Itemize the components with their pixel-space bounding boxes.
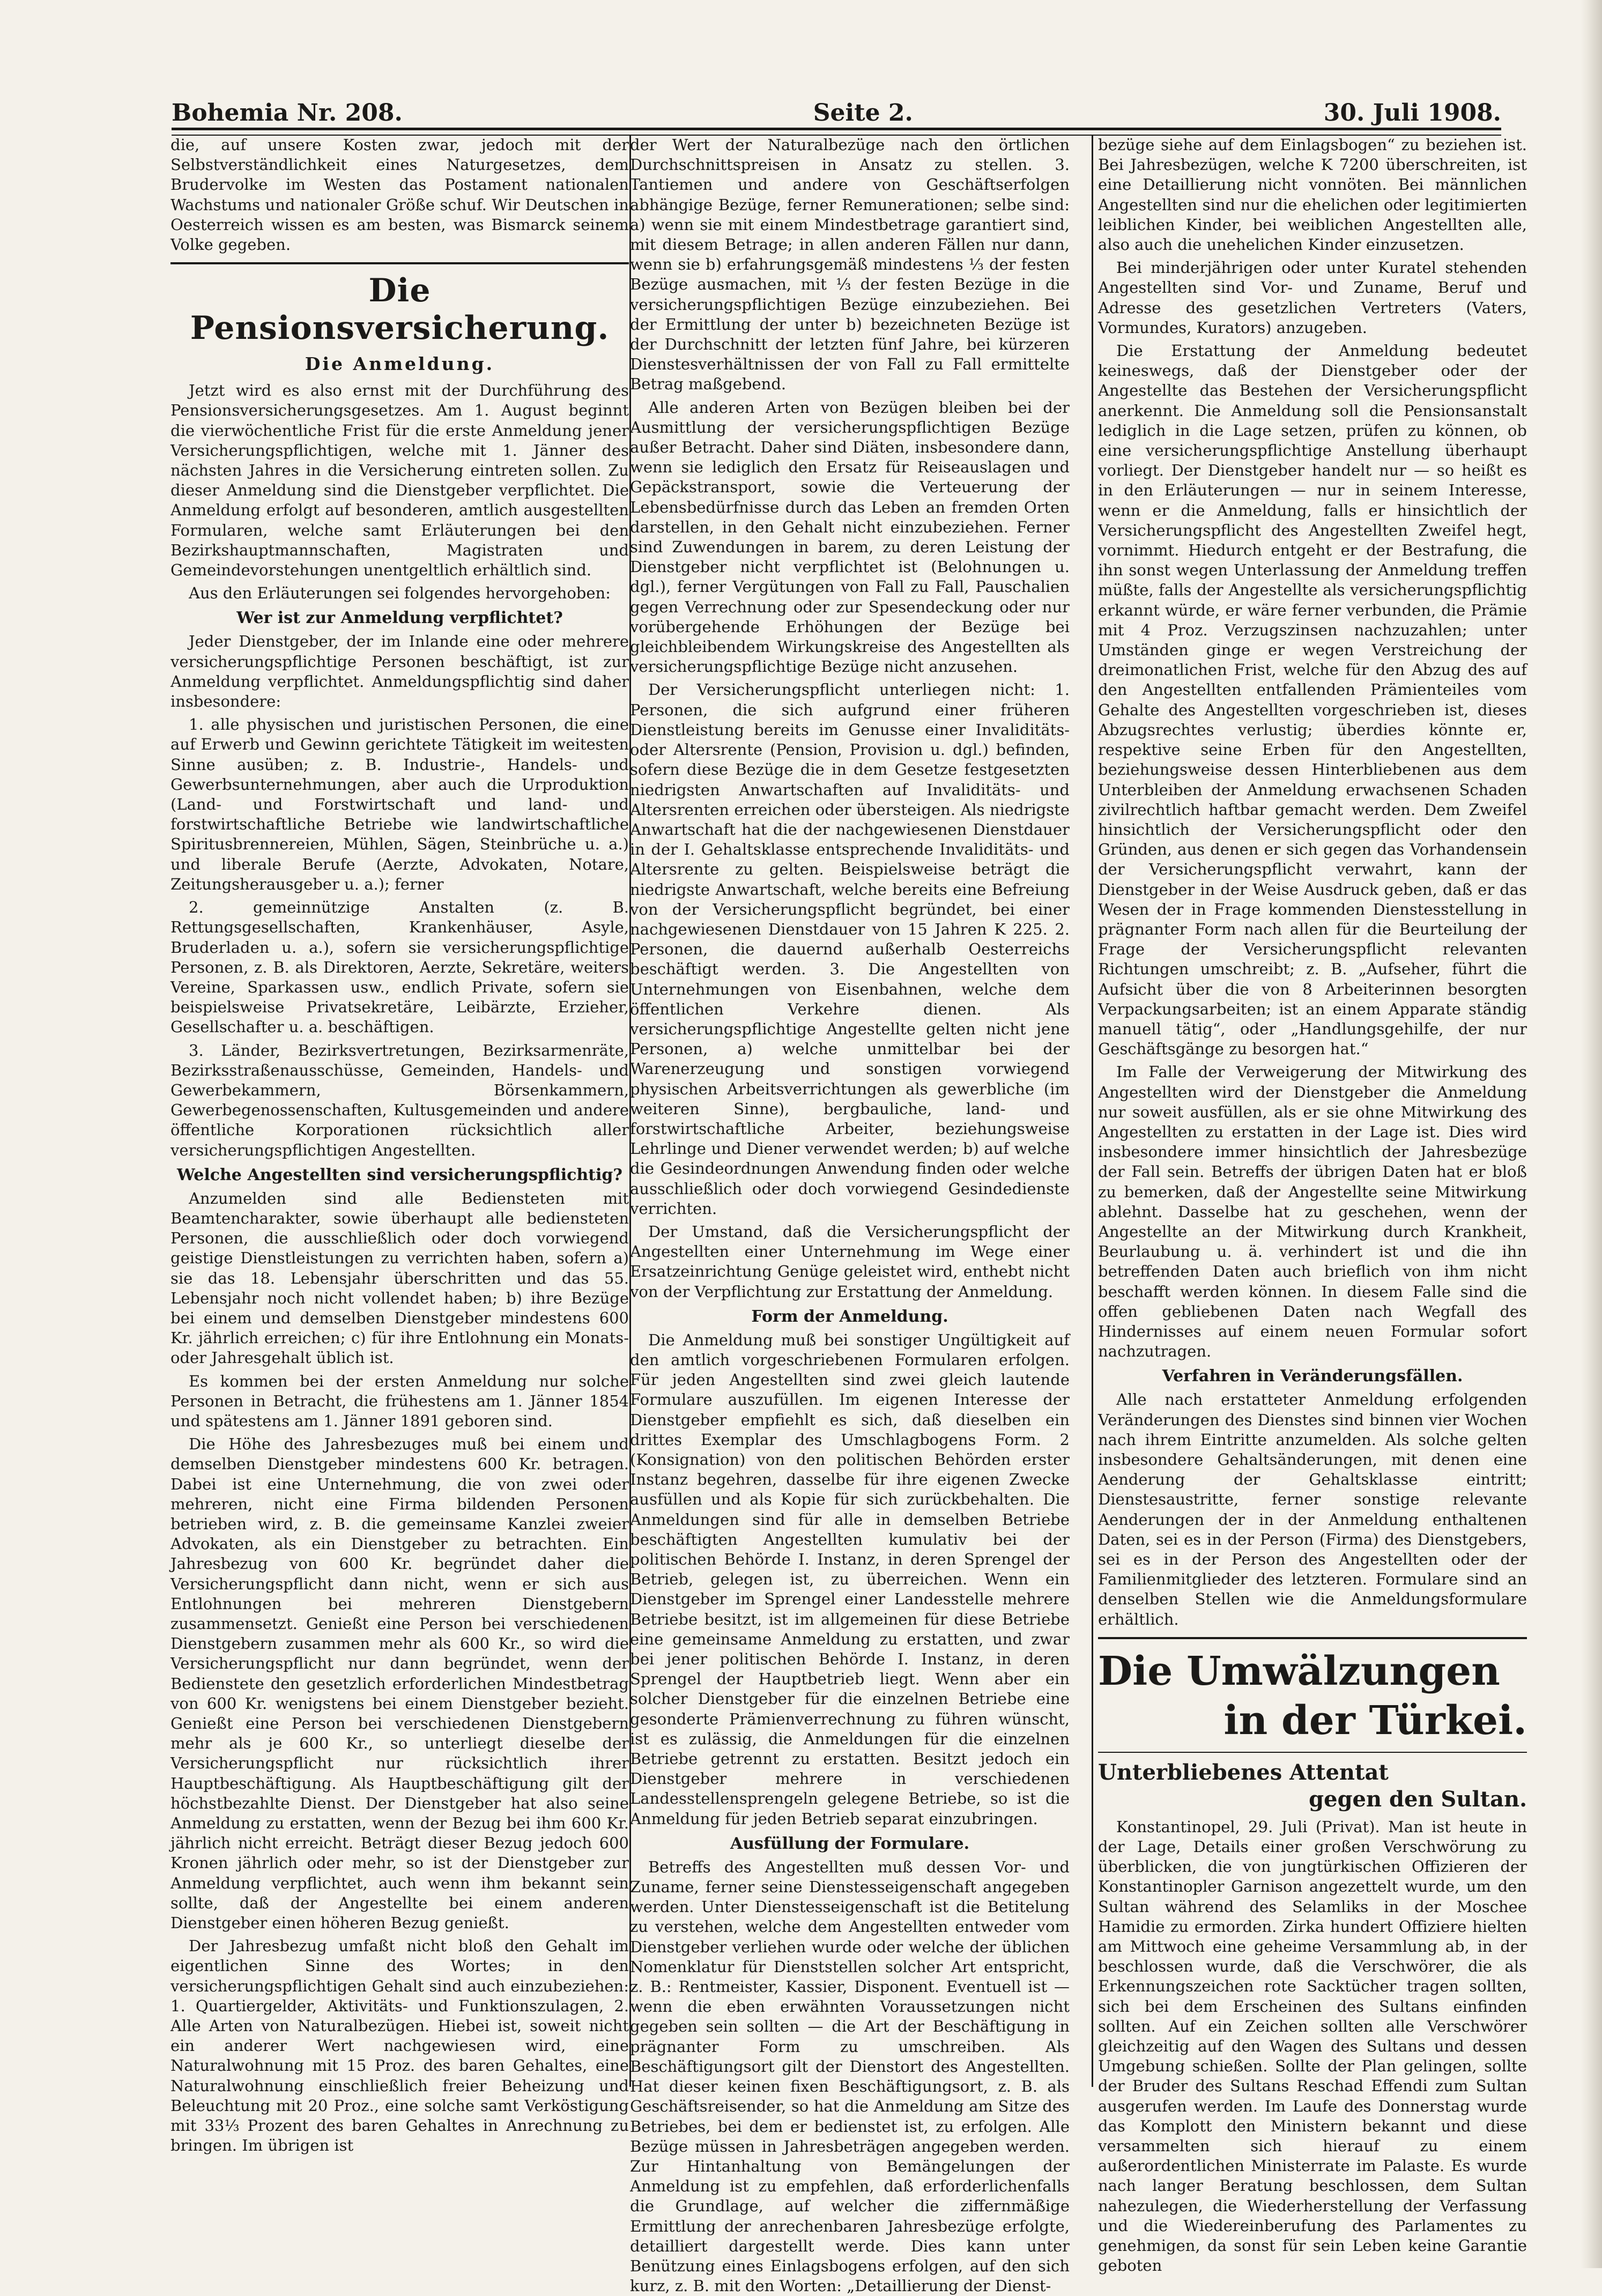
- page-header: [172, 80, 1501, 127]
- section-heading: Verfahren in Veränderungsfällen.: [1162, 1367, 1463, 1386]
- question-heading: Wer ist zur Anmeldung verpflichtet?: [236, 609, 563, 628]
- header-right: 30. Juli 1908.: [1323, 99, 1501, 127]
- paragraph: Anzumelden sind alle Bediensteten mit Beamtencharakter, sowie überhaupt alle bediensteten Personen, die ausschließlich oder doch vorwiegend geistige Dienstleistungen zu verrichten haben, sofern a) sie das 18. Lebensjahr überschritten und das 55. Lebensjahr noch nicht vollendet haben; b) ihre Bezüge bei einem und demselben Dienstgeber mindestens 600 Kr. jährlich erreichen; c) für ihre Entlohnung ein Monats- oder Jahresgehalt üblich ist.: [170, 1189, 629, 1367]
- header-center: Seite 2.: [813, 99, 913, 127]
- section-heading: Ausfüllung der Formulare.: [730, 1834, 970, 1853]
- article-title: Die Pensionsversicherung.: [190, 272, 610, 347]
- paragraph: Jetzt wird es also ernst mit der Durchführung des Pensionsversicherungsgesetzes. Am 1. August beginnt die vierwöchentliche Frist für die erste Anmeldung jener Versicherungspflichtigen, welche mit 1. Jänner des nächsten Jahres in die Versicherung eintreten sollen. Zu dieser Anmeldung sind die Dienstgeber verpflichtet. Die Anmeldung erfolgt auf besonderen, amtlich ausgestellten Formularen, welche samt Erläuterungen bei den Bezirkshauptmannschaften, Magistraten und Gemeindevorstehungen unentgeltlich erhältlich sind.: [170, 381, 629, 580]
- paragraph: bezüge siehe auf dem Einlagsbogen“ zu beziehen ist. Bei Jahresbezügen, welche K 7200 überschreiten, ist eine Detaillierung nicht vonnöten. Bei männlichen Angestellten sind nur die ehelichen oder legitimierten leiblichen Kinder, bei weiblichen Angestellten alle, also auch die unehelichen Kinder einzusetzen.: [1098, 136, 1527, 254]
- paragraph: Konstantinopel, 29. Juli (Privat). Man ist heute in der Lage, Details einer großen Verschwörung zu überblicken, die von jungtürkischen Offizieren der Konstantinopler Garnison angezettelt wurde, um den Sultan während des Selamliks in der Moschee Hamidie zu ermorden. Zirka hundert Offiziere hielten am Mittwoch eine geheime Versammlung ab, in der beschlossen wurde, daß die Verschwörer, die als Erkennungszeichen rote Sacktücher tragen sollten, sich bei dem Erscheinen des Sultans einfinden sollten. Auf ein Zeichen sollten alle Verschwörer gleichzeitig auf den Wagen des Sultans und dessen Umgebung schießen. Sollte der Plan gelingen, sollte der Bruder des Sultans Reschad Effendi zum Sultan ausgerufen werden. Im Laufe des Donnerstag wurde das Komplott den Ministern bekannt und diese versammelten sich hierauf zu einem außerordentlichen Ministerrate im Palaste. Es wurde nach langer Beratung beschlossen, dem Sultan nahezulegen, die Wiederherstellung der Verfassung und die Wiedereinberufung des Parlamentes zu genehmigen, da sonst für sein Leben keine Garantie geboten: [1098, 1817, 1527, 2275]
- paragraph: Der Jahresbezug umfaßt nicht bloß den Gehalt im eigentlichen Sinne des Wortes; in den versicherungspflichtigen Gehalt sind auch einzubeziehen: 1. Quartiergelder, Aktivitäts- und Funktionszulagen, 2. Alle Arten von Naturalbezügen. Hiebei ist, soweit nicht ein anderer Wert nachgewiesen wird, eine Naturalwohnung mit 15 Proz. des baren Gehaltes, eine Naturalwohnung einschließlich freier Beheizung und Beleuchtung mit 20 Proz., eine solche samt Verköstigung mit 33⅓ Prozent des baren Gehaltes in Anrechnung zu bringen. Im übrigen ist: [170, 1937, 629, 2155]
- paragraph: der Wert der Naturalbezüge nach den örtlichen Durchschnittspreisen in Ansatz zu stellen. 3. Tantiemen und andere von Geschäftserfolgen abhängige Bezüge, ferner Remunerationen; selbe sind: a) wenn sie mit einem Mindestbetrage garantiert sind, mit diesem Betrage; in allen anderen Fällen nur dann, wenn sie b) erfahrungsgemäß mindestens ⅓ der festen Bezüge ausmachen, mit ⅓ der festen Bezüge in die versicherungspflichtigen Bezüge einzubeziehen. Bei der Ermittlung der unter b) bezeichneten Bezüge ist der Durchschnitt der letzten fünf Jahre, bei kürzeren Dienstesverhältnissen der von Fall zu Fall ermittelte Betrag maßgebend.: [630, 136, 1070, 394]
- header-rule: [172, 128, 1501, 136]
- paragraph: Betreffs des Angestellten muß dessen Vor- und Zuname, ferner seine Dienstesseigenschaft angegeben werden. Unter Dienstesseigenschaft ist die Betitelung zu verstehen, welche dem Angestellten entweder vom Dienstgeber verliehen wurde oder welche der üblichen Nomenklatur für Dienststellen solcher Art entspricht, z. B.: Rentmeister, Kassier, Disponent. Eventuell ist — wenn die eben erwähnten Voraussetzungen nicht gegeben sein sollten — die Art der Beschäftigung in prägnanter Form zu umschreiben. Als Beschäftigungsort gilt der Dienstort des Angestellten. Hat dieser keinen fixen Beschäftigungsort, z. B. als Geschäftsreisender, so hat die Anmeldung am Sitze des Betriebes, bei dem er bedienstet ist, zu erfolgen. Alle Bezüge müssen in Jahresbeträgen angegeben werden. Zur Hintanhaltung von Bemängelungen der Anmeldung ist zu empfehlen, daß erforderlichenfalls die Grundlage, auf welcher die ziffernmäßige Ermittlung der anrechenbaren Jahresbezüge erfolgte, detailliert dargestellt werde. Dies kann unter Benützung eines Einlagsbogens erfolgen, auf den sich kurz, z. B. mit den Worten: „Detaillierung der Dienst-: [630, 1857, 1070, 2295]
- subheading-line-2: gegen den Sultan.: [1309, 1786, 1527, 1812]
- article-rule: [170, 262, 629, 264]
- paragraph: Im Falle der Verweigerung der Mitwirkung des Angestellten wird der Dienstgeber die Anmeldung nur soweit ausfüllen, als er sie ohne Mitwirkung des Angestellten zu erstatten in der Lage ist. Dies wird insbesondere immer hinsichtlich der Jahresbezüge der Fall sein. Betreffs der übrigen Daten hat er bloß zu bemerken, daß der Angestellte seine Mitwirkung ablehnt. Dasselbe hat zu geschehen, wenn der Angestellte an der Mitwirkung durch Krankheit, Beurlaubung u. ä. verhindert ist und die ihn betreffenden Daten auch brieflich von ihm nicht beschafft werden können. In diesem Falle sind die offen gebliebenen Daten nach Wegfall des Hindernisses auf einem neuen Formular sofort nachzutragen.: [1098, 1063, 1527, 1361]
- paragraph: Alle anderen Arten von Bezügen bleiben bei der Ausmittlung der versicherungspflichtigen Bezüge außer Betracht. Daher sind Diäten, insbesondere dann, wenn sie lediglich den Ersatz für Reiseauslagen und Gepäckstransport, sowie die Verteuerung der Lebensbedürfnisse durch das Leben an fremden Orten darstellen, in den Gehalt nicht einzubeziehen. Ferner sind Zuwendungen in barem, zu deren Leistung der Dienstgeber nicht verpflichtet ist (Belohnungen u. dgl.), ferner Vergütungen von Fall zu Fall, Pauschalien gegen Verrechnung oder zur Spesendeckung oder nur vorübergehende Erhöhungen der Bezüge bei gleichbleibendem Wirkungskreise des Angestellten als versicherungspflichtige Bezüge nicht anzusehen.: [630, 398, 1070, 676]
- article-subtitle: Die Anmeldung.: [305, 353, 495, 375]
- paragraph: 1. alle physischen und juristischen Personen, die eine auf Erwerb und Gewinn gerichtete Tätigkeit im weitesten Sinne ausüben; z. B. Industrie-, Handels- und Gewerbsunternehmungen, aber auch die Urproduktion (Land- und Forstwirtschaft und land- und forstwirtschaftliche Betriebe wie landwirtschaftliche Spiritusbrennereien, Mühlen, Sägen, Steinbrüche u. a.) und liberale Berufe (Aerzte, Advokaten, Notare, Zeitungsherausgeber u. a.); ferner: [170, 715, 629, 893]
- turkey-article-title: [1098, 1647, 1527, 1745]
- article-rule: [1098, 1637, 1527, 1639]
- column-rule-2: [1092, 135, 1093, 2087]
- continued-text: die, auf unsere Kosten zwar, jedoch mit der Selbstverständlichkeit eines Naturgesetzes, dem Brudervolke im Westen das Postament nationalen Wachstums und nationaler Größe schuf. Wir Deutschen in Oesterreich wissen es am besten, was Bismarck seinem Volke gegeben.: [170, 136, 629, 254]
- title-line-1: Die Umwälzungen: [1098, 1648, 1500, 1694]
- scan-edge: [1581, 0, 1602, 2268]
- column-1: [170, 135, 629, 2204]
- title-line-2: in der Türkei.: [1223, 1697, 1527, 1744]
- paragraph: Jeder Dienstgeber, der im Inlande eine oder mehrere versicherungspflichtige Personen beschäftigt, ist zur Anmeldung verpflichtet. Anmeldungspflichtig sind daher insbesondere:: [170, 632, 629, 711]
- subheading-line-1: Unterbliebenes Attentat: [1098, 1759, 1389, 1785]
- column-2: [630, 135, 1070, 2295]
- paragraph: Es kommen bei der ersten Anmeldung nur solche Personen in Betracht, die frühestens am 1. Jänner 1854 und spätestens am 1. Jänner 1891 geboren sind.: [170, 1372, 629, 1430]
- paragraph: Aus den Erläuterungen sei folgendes hervorgehoben:: [189, 584, 611, 603]
- turkey-subheading: [1098, 1759, 1527, 1813]
- question-heading: Welche Angestellten sind versicherungspflichtig?: [177, 1165, 622, 1184]
- paragraph: Die Anmeldung muß bei sonstiger Ungültigkeit auf den amtlich vorgeschriebenen Formularen erfolgen. Für jeden Angestellten sind zwei gleich lautende Formulare auszufüllen. Im eigenen Interesse der Dienstgeber empfiehlt es sich, daß dieselben ein drittes Exemplar des Umschlagbogens Form. 2 (Konsignation) von den politischen Behörden erster Instanz begehren, dasselbe für ihre eigenen Zwecke ausfüllen und als Kopie für sich zurückbehalten. Die Anmeldungen sind für alle in demselben Betriebe beschäftigten Angestellten kumulativ bei der politischen Behörde I. Instanz, in deren Sprengel der Betrieb, gelegen ist, zu überreichen. Wenn ein Dienstgeber im Sprengel einer Landesstelle mehrere Betriebe besitzt, ist im allgemeinen für diese Betriebe eine gemeinsame Anmeldung zu erstatten, und zwar bei jener politischen Behörde I. Instanz, in deren Sprengel der Hauptbetrieb liegt. Wenn aber ein solcher Dienstgeber für die einzelnen Betriebe eine gesonderte Prämienverrechnung zu führen wünscht, ist es zulässig, die Anmeldungen für die einzelnen Betriebe getrennt zu erstatten. Besitzt jedoch ein Dienstgeber mehrere in verschiedenen Landesstellensprengeln gelegene Betriebe, so ist die Anmeldung für jeden Betrieb separat einzubringen.: [630, 1330, 1070, 1828]
- paragraph: Bei minderjährigen oder unter Kuratel stehenden Angestellten sind Vor- und Zuname, Beruf und Adresse des gesetzlichen Vertreters (Vaters, Vormundes, Kurators) anzugeben.: [1098, 258, 1527, 337]
- paragraph: Der Versicherungspflicht unterliegen nicht: 1. Personen, die sich aufgrund einer früheren Dienstleistung bereits im Genusse einer Invaliditäts- oder Altersrente (Pension, Provision u. dgl.) befinden, sofern diese Bezüge die in dem Gesetze festgesetzten niedrigsten Anwartschaften auf Invaliditäts- und Altersrenten erreichen oder übersteigen. Als niedrigste Anwartschaft hat die der nachgewiesenen Dienstdauer in der I. Gehaltsklasse entsprechende Invaliditäts- und Altersrente zu gelten. Beispielsweise beträgt die niedrigste Anwartschaft, welche bereits eine Befreiung von der Versicherungspflicht begründet, bei einer nachgewiesenen Dienstdauer von 15 Jahren K 225. 2. Personen, die dauernd außerhalb Oesterreichs beschäftigt werden. 3. Die Angestellten von Unternehmungen von Eisenbahnen, welche dem öffentlichen Verkehre dienen. Als versicherungspflichtige Angestellte gelten nicht jene Personen, a) welche unmittelbar bei der Warenerzeugung und sonstigen vorwiegend physischen Arbeitsverrichtungen als gewerbliche (im weiteren Sinne), bergbauliche, land- und forstwirtschaftliche Arbeiter, beziehungsweise Lehrlinge und Diener verwendet werden; b) auf welche die Gesindeordnungen Anwendung finden oder welche ausschließlich oder doch vorwiegend Gesindedienste verrichten.: [630, 680, 1070, 1218]
- paragraph: Die Höhe des Jahresbezuges muß bei einem und demselben Dienstgeber mindestens 600 Kr. betragen. Dabei ist eine Unternehmung, die von zwei oder mehreren, nicht eine Firma bildenden Personen betrieben wird, z. B. die gemeinsame Kanzlei zweier Advokaten, als ein Dienstgeber zu betrachten. Ein Jahresbezug von 600 Kr. begründet daher die Versicherungspflicht dann nicht, wenn er sich aus Entlohnungen bei mehreren Dienstgebern zusammensetzt. Genießt eine Person bei verschiedenen Dienstgebern zusammen mehr als 600 Kr., so wird die Versicherungspflicht nur dann begründet, wenn der Bedienstete den gesetzlich erforderlichen Mindestbetrag von 600 Kr. wenigstens bei einem Dienstgeber bezieht. Genießt eine Person bei verschiedenen Dienstgebern mehr als je 600 Kr., so unterliegt dieselbe der Versicherungspflicht nur rücksichtlich ihrer Hauptbeschäftigung. Als Hauptbeschäftigung gilt der höchstbezahlte Dienst. Der Dienstgeber hat also seine Anmeldung zu erstatten, wenn der Bezug bei ihm 600 Kr. jährlich nicht erreicht. Beträgt dieser Bezug jedoch 600 Kronen jährlich oder mehr, so ist der Dienstgeber zur Anmeldung verpflichtet, auch wenn ihm bekannt sein sollte, daß der Angestellte bei einem anderen Dienstgeber einen höheren Bezug genießt.: [170, 1435, 629, 1932]
- section-heading: Form der Anmeldung.: [751, 1307, 948, 1326]
- header-left: Bohemia Nr. 208.: [172, 99, 403, 127]
- paragraph: Die Erstattung der Anmeldung bedeutet keineswegs, daß der Dienstgeber oder der Angestellte das Bestehen der Versicherungspflicht anerkennt. Die Anmeldung soll die Pensionsanstalt lediglich in die Lage setzen, prüfen zu können, ob eine versicherungspflichtige Anstellung überhaupt vorliegt. Der Dienstgeber handelt nur — so heißt es in den Erläuterungen — nur in seinem Interesse, wenn er die Anmeldung, falls er hinsichtlich der Versicherungspflicht des Angestellten Zweifel hegt, vornimmt. Hiedurch entgeht er der Bestrafung, die ihn sonst wegen Unterlassung der Anmeldung treffen müßte, falls der Angestellte als versicherungspflichtig erkannt würde, er wäre ferner verbunden, die Prämie mit 4 Proz. Verzugszinsen nachzuzahlen; unter Umständen ginge er wegen Verstreichung der dreimonatlichen Frist, welche für den Abzug des auf den Angestellten entfallenden Prämienteiles vom Gehalte des Angestellten vorgeschrieben ist, dieses Abzugsrechtes verlustig; überdies könnte er, respektive seine Erben für den Angestellten, beziehungsweise dessen Hinterbliebenen aus dem Unterbleiben der Anmeldung erwachsenen Schaden zivilrechtlich haftbar gemacht werden. Dem Zweifel hinsichtlich der Versicherungspflicht oder den Gründen, aus denen er sich gegen das Vorhandensein der Versicherungspflicht verwahrt, kann der Dienstgeber in der Weise Ausdruck geben, daß er das Wesen der in Frage kommenden Dienstesstellung in prägnanter Form nach allen für die Beurteilung der Frage der Versicherungspflicht relevanten Richtungen umschreibt; z. B. „Aufseher, führt die Aufsicht über die von 8 Arbeiterinnen besorgten Verpackungsarbeiten; ist an einem Apparate ständig manuell tätig“, oder „Handlungsgehilfe, der nur Geschäftsgänge zu besorgen hat.“: [1098, 342, 1527, 1058]
- paragraph: 2. gemeinnützige Anstalten (z. B. Rettungsgesellschaften, Krankenhäuser, Asyle, Bruderladen u. a.), sofern sie versicherungspflichtige Personen, z. B. als Direktoren, Aerzte, Sekretäre, weiters Vereine, Sparkassen usw., endlich Private, sofern sie beispielsweise Privatsekretäre, Leibärzte, Erzieher, Gesellschafter u. a. beschäftigen.: [170, 898, 629, 1036]
- paragraph: 3. Länder, Bezirksvertretungen, Bezirksarmenräte, Bezirksstraßenausschüsse, Gemeinden, Handels- und Gewerbekammern, Börsenkammern, Gewerbegenossenschaften, Kultusgemeinden und andere öffentliche Korporationen rücksichtlich aller versicherungspflichtigen Angestellten.: [170, 1041, 629, 1159]
- title-rule: [1098, 1752, 1527, 1753]
- paragraph: Der Umstand, daß die Versicherungspflicht der Angestellten einer Unternehmung im Wege einer Ersatzeinrichtung Genüge geleistet wird, enthebt nicht von der Verpflichtung zur Erstattung der Anmeldung.: [630, 1222, 1070, 1301]
- column-3: [1098, 135, 1527, 2275]
- paragraph: Alle nach erstatteter Anmeldung erfolgenden Veränderungen des Dienstes sind binnen vier Wochen nach ihrem Eintritte anzumelden. Als solche gelten insbesondere Gehaltsänderungen, mit denen eine Aenderung der Gehaltsklasse eintritt; Dienstesaustritte, ferner sonstige relevante Aenderungen der in der Anmeldung enthaltenen Daten, sei es in der Person (Firma) des Dienstgebers, sei es in der Person des Angestellten oder der Familienmitglieder des letzteren. Formulare sind an denselben Stellen wie die Anmeldungsformulare erhältlich.: [1098, 1390, 1527, 1628]
